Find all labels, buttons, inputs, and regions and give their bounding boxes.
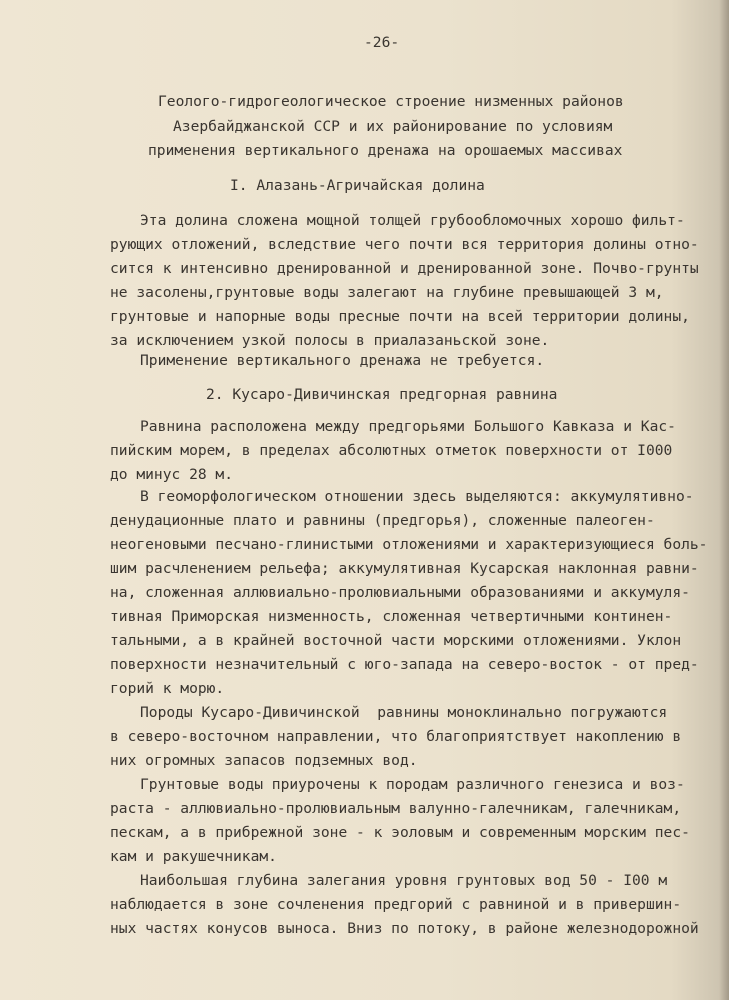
text-line: пескам, а в прибрежной зоне - к эоловым и современным морским пес- [110, 824, 690, 841]
text-line: денудационные плато и равнины (предгорья), сложенные палеоген- [110, 512, 655, 529]
text-line: горий к морю. [110, 680, 225, 697]
section-heading: 2. Кусаро-Дивичинская предгорная равнина [206, 386, 558, 403]
title-line: применения вертикального дренажа на орошаемых массивах [148, 142, 623, 159]
text-line: Применение вертикального дренажа не требуется. [140, 352, 545, 369]
text-line: ных частях конусов выноса. Вниз по потоку, в районе железнодорожной [110, 920, 699, 937]
text-line: поверхности незначительный с юго-запада на северо-восток - от пред- [110, 656, 699, 673]
text-line: до минус 28 м. [110, 466, 234, 483]
text-line: рующих отложений, вследствие чего почти вся территория долины отно- [110, 236, 699, 253]
text-line: В геоморфологическом отношении здесь выделяются: аккумулятивно- [140, 488, 694, 505]
text-line: грунтовые и напорные воды пресные почти на всей территории долины, [110, 308, 690, 325]
text-line: шим расчленением рельефа; аккумулятивная Кусарская наклонная равни- [110, 560, 699, 577]
text-line: Равнина расположена между предгорьями Большого Кавказа и Кас- [140, 418, 676, 435]
text-line: пийским морем, в пределах абсолютных отметок поверхности от I000 [110, 442, 673, 459]
title-line: Азербайджанской ССР и их районирование по условиям [173, 118, 613, 135]
text-line: раста - аллювиально-пролювиальным валунно-галечникам, галечникам, [110, 800, 682, 817]
text-line: Наибольшая глубина залегания уровня грунтовых вод 50 - I00 м [140, 872, 668, 889]
text-line: Грунтовые воды приурочены к породам различного генезиса и воз- [140, 776, 685, 793]
title-line: Геолого-гидрогеологическое строение низменных районов [158, 93, 624, 110]
text-line: них огромных запасов подземных вод. [110, 752, 418, 769]
text-line: на, сложенная аллювиально-пролювиальными образованиями и аккумуля- [110, 584, 690, 601]
section-heading: I. Алазань-Агричайская долина [230, 177, 485, 194]
text-line: неогеновыми песчано-глинистыми отложениями и характеризующиеся боль- [110, 536, 708, 553]
text-line: кам и ракушечникам. [110, 848, 277, 865]
text-line: сится к интенсивно дренированной и дренированной зоне. Почво-грунты [110, 260, 699, 277]
page-edge-shadow [719, 0, 729, 1000]
text-line: Породы Кусаро-Дивичинской равнины моноклинально погружаются [140, 704, 668, 721]
text-line: тивная Приморская низменность, сложенная четвертичными континен- [110, 608, 673, 625]
text-line: не засолены,грунтовые воды залегают на глубине превышающей 3 м, [110, 284, 664, 301]
text-line: за исключением узкой полосы в приалазаньской зоне. [110, 332, 550, 349]
text-line: наблюдается в зоне сочленения предгорий с равниной и в привершин- [110, 896, 682, 913]
text-line: в северо-восточном направлении, что благоприятствует накоплению в [110, 728, 682, 745]
text-line: Эта долина сложена мощной толщей грубообломочных хорошо фильт- [140, 212, 685, 229]
text-line: тальными, а в крайней восточной части морскими отложениями. Уклон [110, 632, 682, 649]
page-number: -26- [364, 34, 400, 51]
